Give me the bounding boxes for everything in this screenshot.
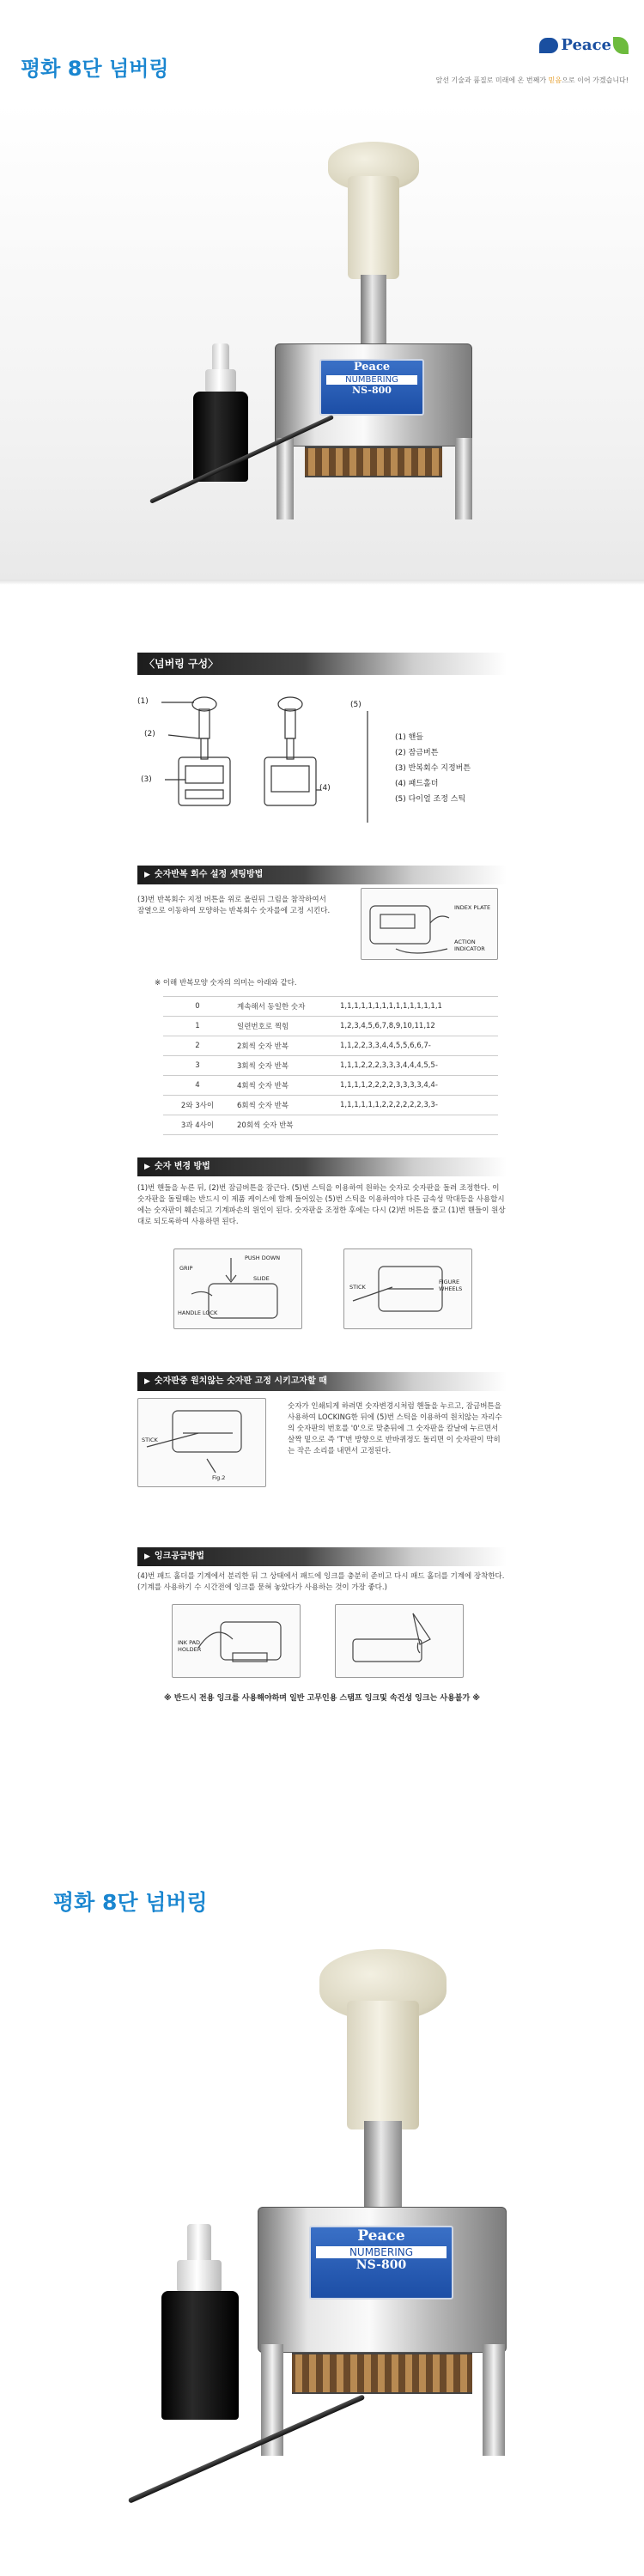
- final-warning-note: ※ 반드시 전용 잉크를 사용해야하며 일반 고무인용 스탬프 잉크및 속건성 잉크는 사용불가 ※: [163, 1694, 481, 1703]
- label-push-down: PUSH DOWN: [245, 1255, 281, 1261]
- plate-brand: Peace: [357, 2227, 405, 2245]
- stamp-legs-right: [455, 438, 472, 519]
- label-slide: SLIDE: [253, 1275, 270, 1282]
- index-plate-illustration: [361, 888, 498, 960]
- label-figure-wheels: FIGURE WHEELS: [439, 1279, 463, 1292]
- callout-3: (3): [141, 775, 152, 784]
- composition-diagram: [146, 694, 386, 831]
- ink-bottle-neck: [177, 2260, 222, 2291]
- ink-bottle-cap: [212, 343, 229, 373]
- figure-wheels-illustration: [343, 1249, 472, 1329]
- repeat-table: [163, 996, 498, 1135]
- label-ink-pad-holder: INK PAD HOLDER: [178, 1639, 202, 1653]
- part-item: (5) 다이얼 조정 스틱: [395, 795, 466, 804]
- label-stick: STICK: [142, 1437, 158, 1443]
- numbering-stamp-image: [249, 137, 507, 550]
- label-stick: STICK: [349, 1284, 366, 1291]
- ink-text: (4)번 패드 홀더를 기계에서 분리한 뒤 그 상태에서 패드에 잉크를 충분히 준비고 다시 패드 홀더를 기계에 장착한다. (기계를 사용하기 수 시간전에 잉크를 묻혀 놓았다가 사용하는 것이 가장 좋다.): [137, 1572, 505, 1592]
- label-action-indicator: ACTION INDICATOR: [454, 939, 485, 952]
- ink-drop-sketch: [336, 1605, 464, 1678]
- table-row: 2 2회씩 숫자 반복 1,1,2,2,3,3,4,4,5,5,6,6,7-: [163, 1036, 498, 1056]
- table-row: 0 계속해서 동일한 숫자 1,1,1,1,1,1,1,1,1,1,1,1,1,1,1: [163, 997, 498, 1017]
- arrow-icon: ▶: [144, 1163, 150, 1171]
- part-item: (4) 패드홀더: [395, 780, 439, 788]
- table-row: 3과 4사이 20회씩 숫자 반복: [163, 1115, 498, 1135]
- arrow-icon: ▶: [144, 871, 150, 879]
- brand-tagline: [435, 76, 629, 85]
- composition-heading-bar: [137, 653, 507, 675]
- table-row: 1 일련번호로 찍힘 1,2,3,4,5,6,7,8,9,10,11,12: [163, 1017, 498, 1036]
- callout-5: (5): [350, 701, 361, 709]
- tagline-text: 앞선 기술과 품질로 미래에 온 번째가: [435, 76, 549, 84]
- leaf-icon: [613, 37, 629, 54]
- handle-rod: [361, 275, 386, 352]
- product-photo-bottom: [0, 1949, 644, 2559]
- label-handle-lock: HANDLE LOCK: [178, 1309, 218, 1316]
- ink-heading: 잉크공급방법: [154, 1552, 204, 1561]
- figure-wheels: [292, 2353, 472, 2394]
- table-row: 3 3회씩 숫자 반복 1,1,1,2,2,2,3,3,3,4,4,4,5,5-: [163, 1056, 498, 1076]
- parts-list: [395, 730, 471, 807]
- callout-2: (2): [144, 730, 155, 738]
- fix-heading: 숫자판중 원치않는 숫자판 고정 시키고자할 때: [154, 1376, 327, 1386]
- ink-pad-illustration: [172, 1604, 301, 1678]
- ink-bottle-neck: [205, 369, 236, 392]
- brand-name: Peace: [561, 36, 611, 54]
- bottom-title: 평화 8단 넘버링: [53, 1890, 208, 1915]
- plate-model: NS-800: [352, 385, 392, 396]
- composition-heading: 〈넘버링 구성〉: [144, 658, 219, 670]
- change-heading-bar: [137, 1157, 507, 1176]
- plate-type: NUMBERING: [316, 2246, 447, 2258]
- model-plate: [309, 2226, 453, 2300]
- handle-grip: [347, 2001, 419, 2129]
- part-item: (1) 핸들: [395, 733, 423, 742]
- plate-type: NUMBERING: [326, 375, 417, 385]
- stick-fix-illustration: [137, 1398, 266, 1487]
- page-header: [0, 0, 644, 103]
- stamp-legs: [276, 438, 294, 519]
- ink-bottle-illustration: [335, 1604, 464, 1678]
- label-fig2: Fig.2: [212, 1474, 226, 1481]
- repeat-heading: 숫자반복 회수 설정 셋팅방법: [154, 870, 264, 879]
- figure-wheels: [305, 447, 442, 477]
- tagline-text-end: 으로 이어 가겠습니다!: [562, 76, 629, 84]
- callout-4: (4): [319, 784, 331, 793]
- table-note: ※ 이해 반복모양 숫자의 의미는 아래와 같다.: [155, 979, 297, 987]
- label-index-plate: INDEX PLATE: [454, 904, 491, 911]
- ink-bottle-image-large: [161, 2224, 247, 2430]
- callout-1: (1): [137, 697, 149, 706]
- plate-brand: Peace: [353, 361, 391, 374]
- repeat-heading-bar: [137, 866, 507, 884]
- ink-bottle-cap: [187, 2224, 211, 2265]
- plate-model: NS-800: [355, 2258, 407, 2272]
- ink-bottle-body: [161, 2291, 239, 2420]
- handle-lock-illustration: [173, 1249, 302, 1329]
- ink-heading-bar: [137, 1547, 507, 1566]
- change-text: (1)번 핸들을 누른 뒤, (2)번 잠금버튼을 잠근다. (5)번 스틱을 이용하여 원하는 숫자로 숫자판을 돌려 조정한다. 이 숫자판을 돌릴때는 반드시 이 제품 케이스에 함께 들어있는 (5)번 스틱을 이용하여야 다른 금속성 막대등을 사용할시에는 숫자판이 훼손되고 기계파손의 원인이 된다. 숫자판을 조정한 후에는 다시 (2)번 버튼을 풀고 (1)번 핸들이 원상대로 되도록하여 사용하면 된다.: [137, 1184, 506, 1226]
- handle-lock-sketch: [174, 1249, 302, 1329]
- table-row: 2와 3사이 6회씩 숫자 반복 1,1,1,1,1,1,2,2,2,2,2,2,3,3-: [163, 1096, 498, 1115]
- handle-grip: [348, 176, 399, 279]
- product-photo-top: [0, 103, 644, 580]
- peace-logo-icon: [539, 38, 558, 53]
- arrow-icon: ▶: [144, 1377, 150, 1386]
- brand-logo: [539, 36, 629, 54]
- repeat-table-wrap: [137, 996, 507, 1142]
- stamp-legs-right: [483, 2344, 505, 2456]
- change-heading: 숫자 변경 방법: [154, 1162, 210, 1171]
- page-title: 평화 8단 넘버링: [21, 57, 169, 81]
- label-grip: GRIP: [179, 1265, 193, 1272]
- part-item: (3) 반복회수 지정버튼: [395, 764, 471, 773]
- fix-text: 숫자가 인쇄되게 하려면 숫자변경시처럼 핸들을 누르고, 잠금버튼을 사용하여 LOCKING한 뒤에 (5)번 스틱을 이용하여 원치않는 자리수의 숫자판의 번호를 '0'으로 맞춘뒤에 그 숫자판을 칼날에 누르면서 살짝 밑으로 즉 'T'번 방향으로 반바퀴정도 돌리면 이 숫자판이 막히는 작은 소리를 내면서 고정된다.: [288, 1402, 502, 1455]
- photo-divider: [0, 580, 644, 585]
- fix-heading-bar: [137, 1372, 507, 1391]
- arrow-icon: ▶: [144, 1552, 150, 1561]
- repeat-text: (3)번 반복회수 지정 버튼을 위로 올린뒤 그림을 참작하여서 잠열으로 이동하여 모양하는 반복회수 숫자를에 고정 시킨다.: [137, 896, 331, 915]
- numbering-stamp-image-large: [258, 1949, 515, 2482]
- model-plate: [319, 359, 424, 416]
- tagline-highlight: 믿음: [548, 76, 562, 84]
- part-item: (2) 잠금버튼: [395, 749, 439, 757]
- table-row: 4 4회씩 숫자 반복 1,1,1,1,2,2,2,2,3,3,3,3,4,4-: [163, 1076, 498, 1096]
